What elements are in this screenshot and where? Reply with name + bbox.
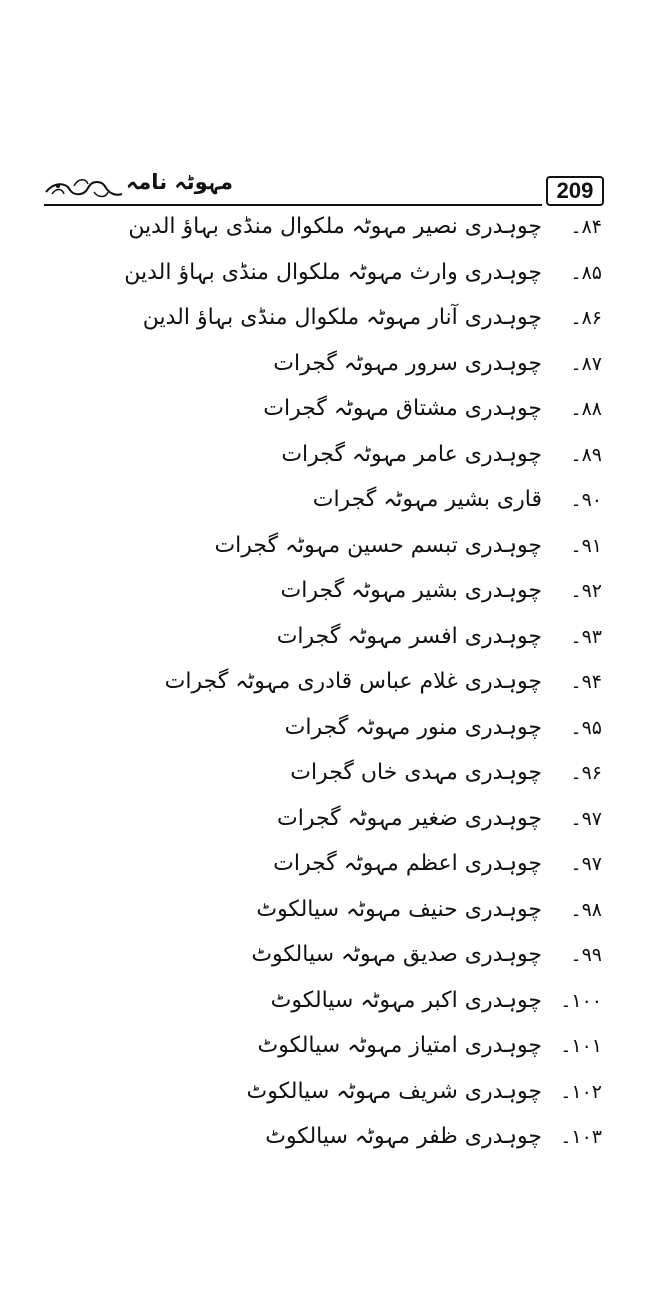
header-rule [44, 204, 542, 206]
entry-name: چوہدری اعظم مہوٹہ گجرات [273, 851, 542, 876]
list-item [0, 713, 650, 759]
entry-number: ۸۹۔ [570, 443, 602, 466]
entry-name: چوہدری ظفر مہوٹہ سیالکوٹ [265, 1124, 542, 1149]
list-item [0, 804, 650, 850]
entry-number: ۸۸۔ [570, 398, 602, 420]
list-item [0, 349, 650, 395]
list-item [0, 849, 650, 895]
entry-number: ۱۰۰۔ [560, 989, 602, 1012]
entry-name: چوہدری سرور مہوٹہ گجرات [273, 350, 542, 376]
entry-number: ۱۰۱۔ [560, 1035, 602, 1057]
entry-number: ۸۵۔ [570, 261, 602, 284]
entry-number: ۹۷۔ [570, 807, 602, 830]
list-item [0, 440, 650, 486]
entry-name: چوہدری تبسم حسین مہوٹہ گجرات [214, 532, 542, 558]
entry-number: ۸۷۔ [570, 352, 602, 375]
entry-number: ۹۶۔ [570, 762, 602, 784]
entry-number: ۹۱۔ [570, 534, 602, 557]
list-item [0, 667, 650, 713]
list-item [0, 1077, 650, 1123]
entry-name: چوہدری مہدی خاں گجرات [290, 760, 542, 785]
name-list [0, 212, 650, 1168]
entry-name: چوہدری ضغیر مہوٹہ گجرات [277, 805, 542, 831]
list-item [0, 758, 650, 804]
entry-name: چوہدری افسر مہوٹہ گجرات [276, 623, 542, 649]
entry-name: چوہدری نصیر مہوٹہ ملکوال منڈی بہاؤ الدین [128, 214, 542, 239]
entry-number: ۱۰۳۔ [560, 1126, 602, 1148]
list-item [0, 531, 650, 577]
entry-number: ۹۸۔ [570, 898, 602, 921]
entry-number: ۹۴۔ [570, 671, 602, 693]
entry-name: چوہدری آنار مہوٹہ ملکوال منڈی بہاؤ الدین [142, 305, 542, 330]
list-item [0, 1031, 650, 1077]
entry-name: چوہدری حنیف مہوٹہ سیالکوٹ [256, 896, 542, 922]
entry-number: ۹۳۔ [570, 625, 602, 648]
list-item [0, 1122, 650, 1168]
entry-name: چوہدری صدیق مہوٹہ سیالکوٹ [251, 942, 542, 967]
entry-number: ۹۲۔ [570, 580, 602, 602]
page-header [44, 170, 604, 210]
entry-name: چوہدری مشتاق مہوٹہ گجرات [263, 396, 542, 421]
list-item [0, 622, 650, 668]
entry-number: ۱۰۲۔ [560, 1080, 602, 1103]
running-title: مہوٹہ نامہ [126, 170, 234, 194]
entry-number: ۸۴۔ [570, 216, 602, 238]
entry-name: چوہدری عامر مہوٹہ گجرات [281, 441, 542, 467]
entry-name: قاری بشیر مہوٹہ گجرات [312, 487, 542, 512]
entry-number: ۸۶۔ [570, 307, 602, 329]
entry-name: چوہدری بشیر مہوٹہ گجرات [280, 578, 542, 603]
list-item [0, 485, 650, 531]
entry-number: ۹۹۔ [570, 944, 602, 966]
list-item [0, 986, 650, 1032]
list-item [0, 895, 650, 941]
list-item [0, 303, 650, 349]
entry-name: چوہدری اکبر مہوٹہ سیالکوٹ [270, 987, 542, 1013]
list-item [0, 258, 650, 304]
entry-name: چوہدری شریف مہوٹہ سیالکوٹ [246, 1078, 542, 1104]
entry-name: چوہدری امتیاز مہوٹہ سیالکوٹ [257, 1033, 542, 1058]
list-item [0, 212, 650, 258]
list-item [0, 940, 650, 986]
entry-number: ۹۵۔ [570, 716, 602, 739]
entry-number: ۹۰۔ [570, 489, 602, 511]
entry-name: چوہدری وارث مہوٹہ ملکوال منڈی بہاؤ الدین [124, 259, 542, 285]
entry-name: چوہدری غلام عباس قادری مہوٹہ گجرات [164, 669, 542, 694]
entry-number: ۹۷۔ [570, 853, 602, 875]
floral-flourish-icon [44, 174, 124, 200]
list-item [0, 576, 650, 622]
entry-name: چوہدری منور مہوٹہ گجرات [284, 714, 542, 740]
list-item [0, 394, 650, 440]
page-number: 209 [546, 176, 604, 206]
